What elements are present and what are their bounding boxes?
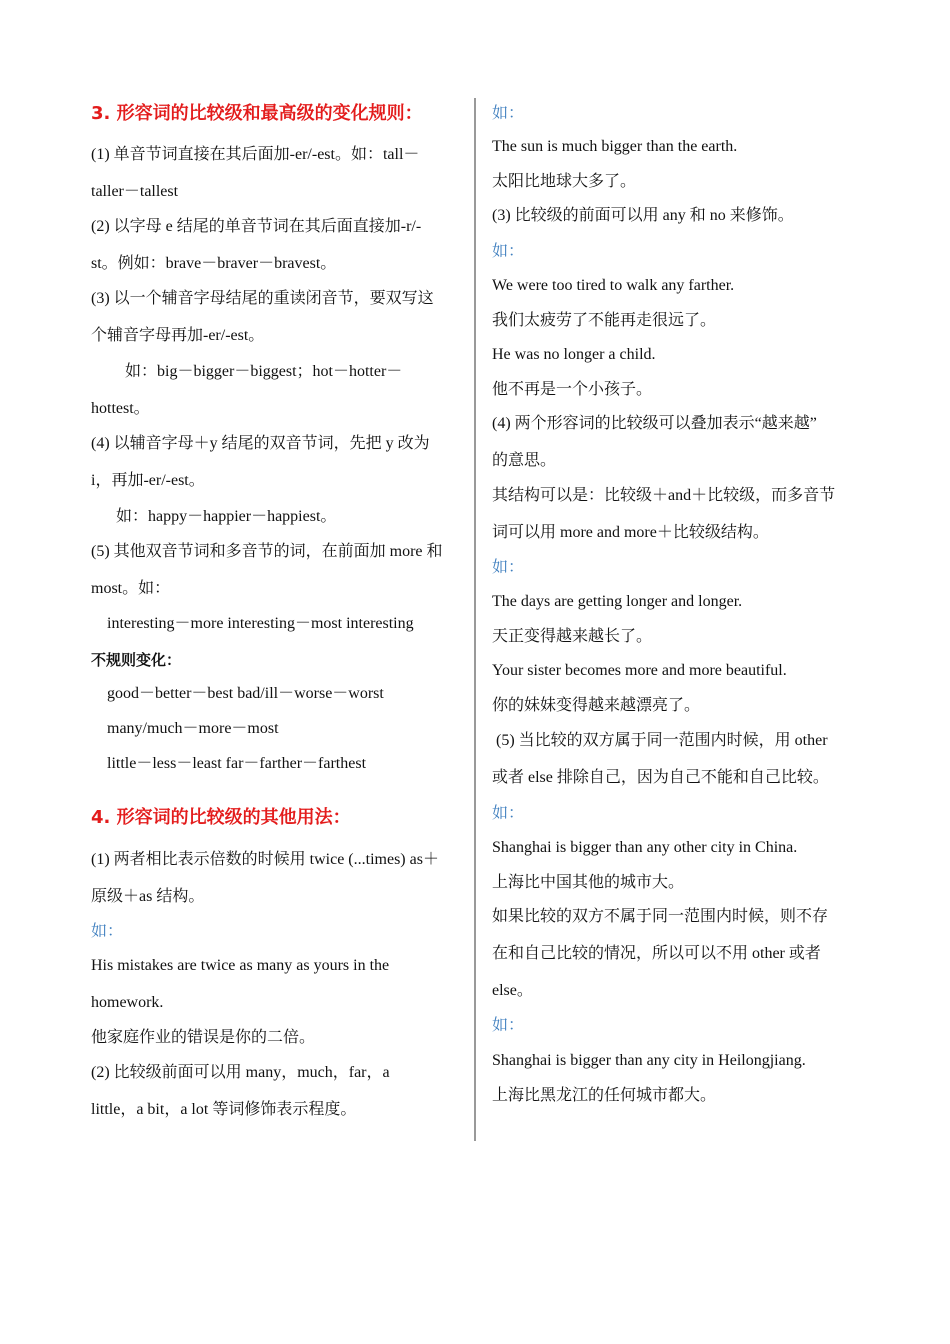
text-line: most。如： bbox=[91, 580, 171, 597]
text-line: 上海比黑龙江的任何城市都大。 bbox=[492, 1087, 717, 1104]
text-line: We were too tired to walk any farther. bbox=[492, 277, 735, 294]
text-line: 他不再是一个小孩子。 bbox=[492, 381, 653, 398]
text-line: (1) 单音节词直接在其后面加-er/-est。如：tall－ bbox=[91, 146, 420, 163]
text-line: (1) 两者相比表示倍数的时候用 twice (...times) as＋ bbox=[91, 851, 439, 868]
text-line: Shanghai is bigger than any city in Heilongjiang. bbox=[492, 1052, 806, 1069]
text-line: taller－tallest bbox=[91, 183, 179, 200]
example-label: 如： bbox=[492, 559, 525, 576]
text-line: (5) 其他双音节词和多音节的词，在前面加 more 和 bbox=[91, 543, 443, 560]
text-line: many/much－more－most bbox=[107, 720, 279, 737]
text-line: (2) 比较级前面可以用 many，much，far，a bbox=[91, 1064, 390, 1081]
example-label: 如： bbox=[492, 1017, 525, 1034]
text-line: 在和自己比较的情况，所以可以不用 other 或者 bbox=[492, 945, 821, 962]
text-line: i，再加-er/-est。 bbox=[91, 472, 205, 489]
text-line: Your sister becomes more and more beautiful. bbox=[492, 662, 787, 679]
text-line: (2) 以字母 e 结尾的单音节词在其后面直接加-r/- bbox=[91, 218, 422, 235]
text-line: 原级＋as 结构。 bbox=[91, 888, 205, 905]
text-line: (4) 以辅音字母＋y 结尾的双音节词，先把 y 改为 bbox=[91, 435, 430, 452]
text-line: 我们太疲劳了不能再走很远了。 bbox=[492, 312, 717, 329]
text-line: His mistakes are twice as many as yours in the bbox=[91, 957, 390, 974]
text-line: else。 bbox=[492, 982, 533, 999]
text-line: good－better－best bad/ill－worse－worst bbox=[107, 685, 384, 702]
text-line: 他家庭作业的错误是你的二倍。 bbox=[91, 1029, 316, 1046]
text-line: (4) 两个形容词的比较级可以叠加表示“越来越” bbox=[492, 415, 817, 432]
text-line: 天正变得越来越长了。 bbox=[492, 628, 653, 645]
example-label: 如： bbox=[492, 805, 525, 822]
text-line: 或者 else 排除自己，因为自己不能和自己比较。 bbox=[492, 769, 829, 786]
text-line: He was no longer a child. bbox=[492, 346, 656, 363]
column-divider bbox=[474, 98, 476, 1141]
text-line: 如：big－bigger－biggest；hot－hotter－ bbox=[125, 363, 403, 380]
section-heading: 4. 形容词的比较级的其他用法： bbox=[91, 807, 351, 828]
text-line: hottest。 bbox=[91, 400, 150, 417]
example-label: 如： bbox=[91, 923, 124, 940]
text-line: 太阳比地球大多了。 bbox=[492, 173, 637, 190]
text-line: (3) 以一个辅音字母结尾的重读闭音节，要双写这 bbox=[91, 290, 434, 307]
text-line: (3) 比较级的前面可以用 any 和 no 来修饰。 bbox=[492, 207, 794, 224]
example-label: 如： bbox=[492, 105, 525, 122]
text-line: little，a bit，a lot 等词修饰表示程度。 bbox=[91, 1101, 357, 1118]
text-line: 词可以用 more and more＋比较级结构。 bbox=[492, 524, 769, 541]
text-line: 如：happy－happier－happiest。 bbox=[116, 508, 337, 525]
text-line: 的意思。 bbox=[492, 452, 557, 469]
example-label: 如： bbox=[492, 243, 525, 260]
text-line: (5) 当比较的双方属于同一范围内时候，用 other bbox=[496, 732, 828, 749]
text-line: homework. bbox=[91, 994, 164, 1011]
subheading: 不规则变化： bbox=[91, 651, 182, 669]
text-line: 你的妹妹变得越来越漂亮了。 bbox=[492, 697, 701, 714]
text-line: 其结构可以是：比较级＋and＋比较级，而多音节 bbox=[492, 487, 836, 504]
text-line: Shanghai is bigger than any other city in China. bbox=[492, 839, 798, 856]
text-line: st。例如：brave－braver－bravest。 bbox=[91, 255, 337, 272]
text-line: interesting－more interesting－most interesting bbox=[107, 615, 414, 632]
text-line: The days are getting longer and longer. bbox=[492, 593, 743, 610]
text-line: little－less－least far－farther－farthest bbox=[107, 755, 367, 772]
text-line: 如果比较的双方不属于同一范围内时候，则不存 bbox=[492, 908, 829, 925]
text-line: 上海比中国其他的城市大。 bbox=[492, 874, 685, 891]
section-heading: 3. 形容词的比较级和最高级的变化规则： bbox=[91, 103, 423, 124]
text-line: The sun is much bigger than the earth. bbox=[492, 138, 738, 155]
text-line: 个辅音字母再加-er/-est。 bbox=[91, 327, 265, 344]
